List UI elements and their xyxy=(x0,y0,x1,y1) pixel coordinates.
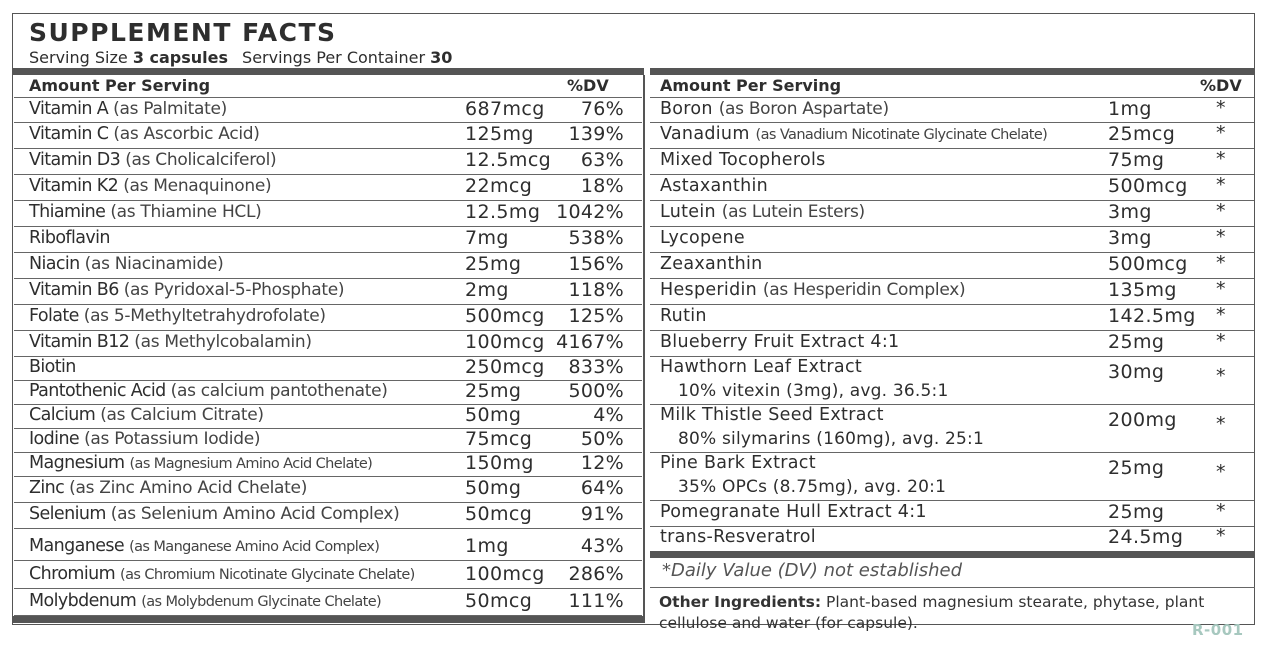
nutrient-dv: 286% xyxy=(568,563,624,585)
nutrient-dv: 139% xyxy=(568,123,624,145)
nutrient-name xyxy=(29,99,227,119)
ingredient-name xyxy=(660,124,1047,144)
nutrient-name xyxy=(29,124,260,144)
nutrient-amount: 100mcg xyxy=(465,563,545,585)
nutrient-amount: 50mg xyxy=(465,477,522,499)
nutrient-amount: 150mg xyxy=(465,452,534,474)
ingredient-dv: * xyxy=(1216,500,1226,522)
nutrient-label: Vitamin K2 xyxy=(29,176,119,196)
ingredient-name xyxy=(660,527,816,547)
nutrient-label: Molybdenum xyxy=(29,591,137,611)
table-row xyxy=(14,453,642,477)
nutrient-source: (as Palmitate) xyxy=(113,99,228,119)
nutrient-amount: 75mcg xyxy=(465,428,533,450)
nutrient-amount: 22mcg xyxy=(465,175,533,197)
nutrient-label: Magnesium xyxy=(29,453,125,473)
table-row xyxy=(14,357,642,381)
table-row xyxy=(650,201,1254,227)
table-row xyxy=(14,589,642,616)
nutrient-dv: 111% xyxy=(568,590,624,612)
panel-header xyxy=(29,18,452,68)
nutrient-source: (as Calcium Citrate) xyxy=(100,405,264,425)
nutrient-label: Biotin xyxy=(29,357,76,377)
servings-per-container-value: 30 xyxy=(430,48,453,67)
top-divider-right xyxy=(650,68,1255,75)
nutrient-amount: 125mg xyxy=(465,123,534,145)
table-row xyxy=(14,253,642,279)
ingredient-amount: 1mg xyxy=(1108,98,1152,120)
nutrient-dv: 125% xyxy=(568,305,624,327)
table-row xyxy=(14,381,642,405)
daily-value-footnote: *Daily Value (DV) not established xyxy=(662,560,963,581)
table-row xyxy=(650,175,1254,201)
nutrient-name xyxy=(29,564,415,584)
nutrient-name xyxy=(29,504,399,524)
nutrient-name xyxy=(29,176,271,196)
nutrient-name xyxy=(29,357,76,377)
ingredient-amount: 3mg xyxy=(1108,227,1152,249)
bottom-divider-right xyxy=(650,551,1255,558)
ingredient-dv: * xyxy=(1216,413,1226,435)
other-ingredients-text: Plant-based magnesium stearate, phytase, plant cellulose and water (for capsule). xyxy=(659,593,1205,632)
ingredient-dv: * xyxy=(1216,174,1226,196)
other-ingredients xyxy=(659,592,1219,634)
amount-per-serving-header: Amount Per Serving xyxy=(29,76,211,95)
ingredient-dv: * xyxy=(1216,252,1226,274)
nutrient-source: (as Magnesium Amino Acid Chelate) xyxy=(129,456,373,472)
nutrient-amount: 1mg xyxy=(465,535,509,557)
ingredient-name xyxy=(660,405,884,425)
nutrient-label: Riboflavin xyxy=(29,228,110,248)
table-row xyxy=(14,279,642,305)
ingredient-label: Hawthorn Leaf Extract xyxy=(660,357,863,377)
ingredient-amount: 500mcg xyxy=(1108,253,1188,275)
nutrient-amount: 50mcg xyxy=(465,590,533,612)
ingredient-label: trans-Resveratrol xyxy=(660,527,816,547)
ingredient-label: Zeaxanthin xyxy=(660,254,763,274)
panel-title: SUPPLEMENT FACTS xyxy=(29,18,337,47)
ingredient-name xyxy=(660,202,865,222)
table-header xyxy=(14,75,642,95)
ingredient-dv: * xyxy=(1216,278,1226,300)
nutrient-dv: 500% xyxy=(568,380,624,402)
nutrient-name xyxy=(29,478,307,498)
nutrient-dv: 4% xyxy=(593,404,624,426)
nutrient-dv: 76% xyxy=(580,98,624,120)
nutrient-label: Pantothenic Acid xyxy=(29,381,166,401)
amount-per-serving-header: Amount Per Serving xyxy=(660,76,842,95)
ingredient-dv: * xyxy=(1216,525,1226,547)
ingredient-amount: 3mg xyxy=(1108,201,1152,223)
nutrient-dv: 1042% xyxy=(556,201,624,223)
ingredient-label: Blueberry Fruit Extract 4:1 xyxy=(660,332,900,352)
nutrient-dv: 118% xyxy=(568,279,624,301)
ingredient-name xyxy=(660,306,707,326)
ingredient-amount: 25mg xyxy=(1108,457,1165,479)
nutrient-amount: 25mg xyxy=(465,253,522,275)
serving-info xyxy=(29,48,452,68)
nutrient-amount: 50mg xyxy=(465,404,522,426)
ingredient-name xyxy=(660,150,826,170)
nutrient-name xyxy=(29,429,260,449)
nutrient-amount: 100mcg xyxy=(465,331,545,353)
nutrient-label: Vitamin D3 xyxy=(29,150,121,170)
nutrient-amount: 250mcg xyxy=(465,356,545,378)
table-row xyxy=(650,405,1254,453)
nutrient-name xyxy=(29,332,312,352)
nutrient-name xyxy=(29,405,264,425)
nutrient-name xyxy=(29,453,372,473)
nutrient-source: (as Cholicalciferol) xyxy=(125,150,277,170)
ingredient-name xyxy=(660,502,927,522)
nutrient-dv: 538% xyxy=(568,227,624,249)
other-ingredients-label: Other Ingredients: xyxy=(659,593,822,611)
nutrient-label: Iodine xyxy=(29,429,80,449)
nutrient-source: (as Selenium Amino Acid Complex) xyxy=(110,504,400,524)
nutrient-source: (as 5-Methyltetrahydrofolate) xyxy=(83,306,326,326)
table-row xyxy=(650,527,1254,551)
ingredient-label: Mixed Tocopherols xyxy=(660,150,826,170)
dv-header: %DV xyxy=(567,76,609,95)
ingredient-dv: * xyxy=(1216,200,1226,222)
table-row xyxy=(14,429,642,453)
nutrient-dv: 63% xyxy=(580,149,624,171)
nutrient-dv: 156% xyxy=(568,253,624,275)
nutrient-source: (as Thiamine HCL) xyxy=(110,202,262,222)
nutrient-amount: 25mg xyxy=(465,380,522,402)
nutrient-source: (as calcium pantothenate) xyxy=(170,381,388,401)
nutrient-source: (as Zinc Amino Acid Chelate) xyxy=(69,478,308,498)
table-row xyxy=(14,149,642,175)
ingredient-dv: * xyxy=(1216,226,1226,248)
ingredient-label: Pine Bark Extract xyxy=(660,453,816,473)
nutrient-name xyxy=(29,536,379,556)
nutrient-label: Chromium xyxy=(29,564,116,584)
nutrient-amount: 50mcg xyxy=(465,503,533,525)
ingredient-label: Boron xyxy=(660,99,713,119)
serving-size-value: 3 capsules xyxy=(132,48,229,67)
nutrient-amount: 12.5mg xyxy=(465,201,541,223)
table-row xyxy=(650,253,1254,279)
table-row xyxy=(14,227,642,253)
table-row xyxy=(650,123,1254,149)
ingredient-label: Pomegranate Hull Extract 4:1 xyxy=(660,502,927,522)
serving-size-label: Serving Size xyxy=(29,48,128,67)
nutrient-label: Vitamin B6 xyxy=(29,280,119,300)
nutrient-name xyxy=(29,228,110,248)
ingredient-label: Rutin xyxy=(660,306,707,326)
ingredient-name xyxy=(660,228,745,248)
nutrient-label: Vitamin A xyxy=(29,99,109,119)
nutrient-label: Vitamin C xyxy=(29,124,109,144)
ingredient-amount: 135mg xyxy=(1108,279,1177,301)
ingredient-amount: 75mg xyxy=(1108,149,1165,171)
table-row xyxy=(650,97,1254,123)
nutrient-amount: 2mg xyxy=(465,279,509,301)
nutrient-amount: 12.5mcg xyxy=(465,149,552,171)
ingredient-dv: * xyxy=(1216,365,1226,387)
ingredient-amount: 500mcg xyxy=(1108,175,1188,197)
ingredient-name xyxy=(660,453,816,473)
table-row xyxy=(14,97,642,123)
ingredient-amount: 24.5mg xyxy=(1108,526,1184,548)
ingredient-amount: 25mcg xyxy=(1108,123,1176,145)
table-header xyxy=(650,75,1254,95)
ingredient-name xyxy=(660,254,763,274)
nutrient-label: Folate xyxy=(29,306,79,326)
nutrient-label: Zinc xyxy=(29,478,65,498)
ingredient-label: Milk Thistle Seed Extract xyxy=(660,405,884,425)
ingredient-label: Lycopene xyxy=(660,228,745,248)
table-row xyxy=(14,529,642,561)
nutrient-dv: 12% xyxy=(580,452,624,474)
ingredient-source: (as Boron Aspartate) xyxy=(718,99,889,119)
ingredient-label: Vanadium xyxy=(660,124,750,144)
product-code: R-001 xyxy=(1192,621,1244,639)
ingredient-dv: * xyxy=(1216,122,1226,144)
table-row xyxy=(650,279,1254,305)
ingredient-source: (as Vanadium Nicotinate Glycinate Chelate) xyxy=(755,127,1048,143)
nutrient-dv: 43% xyxy=(580,535,624,557)
nutrient-dv: 833% xyxy=(568,356,624,378)
nutrient-name xyxy=(29,381,388,401)
nutrient-source: (as Menaquinone) xyxy=(123,176,272,196)
ingredient-name xyxy=(660,280,965,300)
nutrient-source: (as Chromium Nicotinate Glycinate Chelate) xyxy=(120,567,415,583)
nutrient-name xyxy=(29,254,223,274)
nutrient-source: (as Ascorbic Acid) xyxy=(113,124,260,144)
nutrient-dv: 50% xyxy=(580,428,624,450)
nutrient-dv: 64% xyxy=(580,477,624,499)
ingredient-standardization: 35% OPCs (8.75mg), avg. 20:1 xyxy=(678,477,947,497)
bottom-divider-left xyxy=(12,616,644,623)
ingredient-name xyxy=(660,332,899,352)
table-row xyxy=(14,201,642,227)
table-row xyxy=(650,357,1254,405)
nutrient-label: Selenium xyxy=(29,504,106,524)
nutrient-source: (as Potassium Iodide) xyxy=(84,429,261,449)
nutrient-amount: 7mg xyxy=(465,227,509,249)
table-row xyxy=(14,561,642,589)
ingredient-dv: * xyxy=(1216,97,1226,119)
table-row xyxy=(650,331,1254,357)
table-row xyxy=(650,453,1254,501)
ingredient-standardization: 10% vitexin (3mg), avg. 36.5:1 xyxy=(678,381,949,401)
ingredient-source: (as Hesperidin Complex) xyxy=(762,280,966,300)
table-row xyxy=(650,149,1254,175)
table-row xyxy=(14,305,642,331)
nutrient-label: Manganese xyxy=(29,536,125,556)
nutrient-source: (as Pyridoxal-5-Phosphate) xyxy=(123,280,345,300)
nutrient-label: Thiamine xyxy=(29,202,106,222)
table-row xyxy=(14,503,642,529)
nutrient-name xyxy=(29,150,276,170)
table-row xyxy=(650,305,1254,331)
ingredient-name xyxy=(660,176,768,196)
ingredient-dv: * xyxy=(1216,148,1226,170)
nutrient-source: (as Molybdenum Glycinate Chelate) xyxy=(141,594,382,610)
nutrient-name xyxy=(29,202,262,222)
ingredient-label: Hesperidin xyxy=(660,280,758,300)
nutrient-dv: 18% xyxy=(580,175,624,197)
ingredient-dv: * xyxy=(1216,461,1226,483)
ingredient-amount: 25mg xyxy=(1108,331,1165,353)
nutrient-dv: 91% xyxy=(580,503,624,525)
ingredient-standardization: 80% silymarins (160mg), avg. 25:1 xyxy=(678,429,985,449)
ingredient-amount: 30mg xyxy=(1108,361,1165,383)
ingredient-amount: 200mg xyxy=(1108,409,1177,431)
table-row xyxy=(14,123,642,149)
servings-per-container-label: Servings Per Container xyxy=(242,48,426,67)
nutrient-table-left xyxy=(14,75,642,616)
table-row xyxy=(14,477,642,503)
ingredient-dv: * xyxy=(1216,304,1226,326)
table-row xyxy=(14,175,642,201)
ingredient-label: Astaxanthin xyxy=(660,176,769,196)
table-row xyxy=(14,331,642,357)
nutrient-amount: 500mcg xyxy=(465,305,545,327)
nutrient-table-right xyxy=(650,75,1254,551)
ingredient-name xyxy=(660,357,862,377)
ingredient-dv: * xyxy=(1216,330,1226,352)
nutrient-source: (as Methylcobalamin) xyxy=(134,332,312,352)
nutrient-name xyxy=(29,591,381,611)
nutrient-label: Niacin xyxy=(29,254,80,274)
nutrient-label: Vitamin B12 xyxy=(29,332,130,352)
nutrient-source: (as Niacinamide) xyxy=(84,254,224,274)
nutrient-dv: 4167% xyxy=(556,331,624,353)
dv-header: %DV xyxy=(1200,76,1242,95)
top-divider-left xyxy=(12,68,644,75)
nutrient-source: (as Manganese Amino Acid Complex) xyxy=(129,539,380,555)
table-row xyxy=(650,227,1254,253)
ingredient-amount: 142.5mg xyxy=(1108,305,1196,327)
table-row xyxy=(14,405,642,429)
ingredient-amount: 25mg xyxy=(1108,501,1165,523)
nutrient-name xyxy=(29,280,344,300)
nutrient-amount: 687mcg xyxy=(465,98,545,120)
ingredient-source: (as Lutein Esters) xyxy=(721,202,865,222)
ingredient-label: Lutein xyxy=(660,202,716,222)
nutrient-name xyxy=(29,306,326,326)
nutrient-label: Calcium xyxy=(29,405,96,425)
table-row xyxy=(650,501,1254,527)
ingredient-name xyxy=(660,99,889,119)
